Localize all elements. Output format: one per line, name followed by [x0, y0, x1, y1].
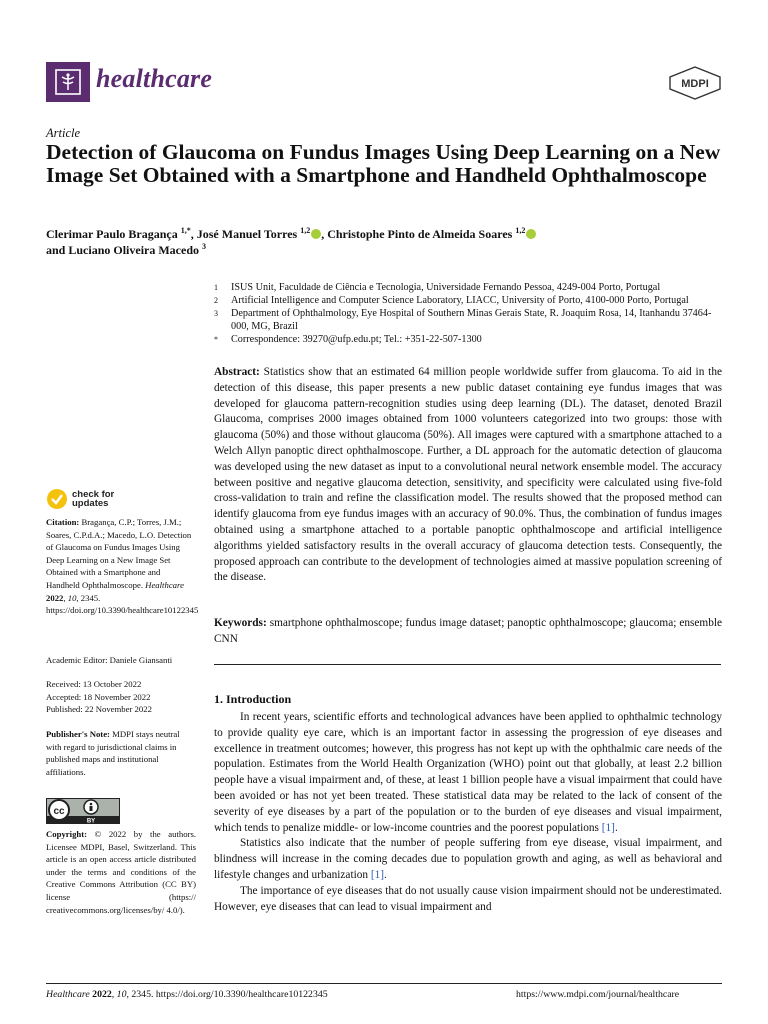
footer-journal-url[interactable]: https://www.mdpi.com/journal/healthcare: [516, 989, 680, 1000]
section-divider: [214, 664, 721, 665]
author-affil: 1,2: [515, 226, 526, 235]
citation-label: Citation:: [46, 517, 80, 527]
academic-editor: Academic Editor: Daniele Giansanti: [46, 655, 173, 665]
footer-year: 2022: [92, 989, 112, 1000]
keywords-text: smartphone ophthalmoscope; fundus image dataset; panoptic ophthalmoscope; glaucoma; ensemble CNN: [214, 617, 723, 645]
article-type: Article: [46, 126, 81, 140]
cc-by-icon: [46, 798, 120, 824]
date-received: Received: 13 October 2022: [46, 679, 142, 689]
author-affil: 3: [202, 242, 207, 251]
affiliations: [214, 281, 726, 346]
check-updates-line2: updates: [72, 498, 109, 509]
citation-link[interactable]: [1]: [601, 821, 615, 834]
mdpi-logo-icon: [668, 66, 722, 100]
paragraph: In recent years, scientific efforts and technological advances have been applied to ophthalmic technology to provide quality eye care, which is an important factor in assessing the progression of eye diseases and excellence in treatment outcomes; however, this progress has not kept up with the ophthalmic care needs of the population. Estimates from the World Health Organization (WHO) point out that globally, at least 2.2 billion people have a visual impairment and, of these, at least 1 billion people have a visual impairment that could have been avoided or has not yet been treated. These statistical data may be related to the lack of consent of the severity of eye diseases by a part of the population or to the burden of eye diseases and visual impairment, which tends to penalize middle- or low-income countries and the poorest populations [1].: [214, 711, 722, 834]
author-name: José Manuel Torres: [196, 227, 298, 241]
citation-block: Citation: Bragança, C.P.; Torres, J.M.; Soares, C.P.d.A.; Macedo, L.O. Detection of Glaucoma on Fundus Images Using Deep Learning on a New Image Set Obtained with a Smartphone and Handheld Ophthalmoscope. Healthcare 2022, 10, 2345. https://doi.org/10.3390/healthcare10122345: [46, 517, 199, 616]
footer-volume: 10: [116, 989, 127, 1000]
footer-doi[interactable]: , 2345. https://doi.org/10.3390/healthcare10122345: [126, 989, 328, 1000]
author-list: Clerimar Paulo Bragança $^{1,*}$, José Manuel Torres $^{1,2}$ , Christophe Pinto de Almeida Soares $^{1,2}$ and Luciano Oliveira Macedo $^3$: [46, 226, 736, 258]
introduction-body: [214, 710, 722, 915]
copyright-label: Copyright:: [46, 829, 88, 839]
citation-doi[interactable]: , 2345. https://doi.org/10.3390/healthcare10122345: [46, 592, 199, 616]
authors-connector: and: [46, 243, 66, 257]
author-name: Luciano Oliveira Macedo: [68, 243, 200, 257]
keywords: [214, 616, 722, 648]
affiliation-item: 1 ISUS Unit, Faculdade de Ciência e Tecnologia, Universidade Fernando Pessoa, 4249-004 Porto, Portugal: [214, 282, 661, 293]
affiliation-item: 3 Department of Ophthalmology, Eye Hospital of Southern Minas Gerais State, R. Joaquim Rosa, 14, Itanhandu 37464-000, MG, Brazil: [214, 308, 712, 332]
paragraph: Statistics also indicate that the number of people suffering from eye disease, visual impairment, and blindness will increase in the coming decades due to population growth and aging, as well as behavioral and lifestyle changes and urbanization [1].: [214, 837, 722, 881]
copyright-text: © 2022 by the authors. Licensee MDPI, Basel, Switzerland. This article is an open access article distributed under the terms and conditions of the Creative Commons Attribution (CC BY) license (https:// creativecommons.org/licenses/by/ 4.0/).: [46, 829, 196, 915]
cc-by-license-badge[interactable]: [46, 798, 120, 824]
orcid-icon[interactable]: [311, 229, 321, 239]
publishers-note-text: MDPI stays neutral with regard to jurisdictional claims in published maps and institutional affiliations.: [46, 729, 180, 777]
citation-text: Bragança, C.P.; Torres, J.M.; Soares, C.P.d.A.; Macedo, L.O. Detection of Glaucoma on Fundus Images Using Deep Learning on a New Image Set Obtained with a Smartphone and Handheld Ophthalmoscope.: [46, 517, 192, 590]
dates-block: [46, 678, 196, 716]
footer-divider: [46, 983, 722, 984]
footer-journal: Healthcare: [46, 989, 90, 1000]
date-published: Published: 22 November 2022: [46, 704, 152, 715]
author-name: Christophe Pinto de Almeida Soares: [327, 227, 513, 241]
publisher-logo: [668, 66, 722, 100]
check-updates-icon: [46, 488, 68, 510]
author-affil: 1,*: [180, 226, 191, 235]
check-for-updates-badge[interactable]: [46, 488, 114, 510]
keywords-label: Keywords:: [214, 617, 267, 629]
svg-text:cc: cc: [53, 806, 65, 817]
publisher-name: MDPI: [681, 78, 709, 90]
publishers-note: [46, 728, 196, 778]
abstract-text: Statistics show that an estimated 64 million people worldwide suffer from glaucoma. To aid in the detection of this disease, this paper presents a new public dataset containing eye fundus images that was developed for glaucoma pattern-recognition studies using deep learning (DL). The dataset, denoted Brazil Glaucoma, comprises 2000 images obtained from 1000 volunteers categorized into two groups: those with glaucoma (50%) and those without glaucoma (50%). All images were captured with a smartphone attached to a Welch Allyn panoptic direct ophthalmoscope. Further, a DL approach for the automatic detection of glaucoma was developed using the new dataset as input to a convolutional neural network ensemble model. The accuracy between positive and negative glaucoma detection, sensitivity, and specificity were calculated using five-fold cross-validation to train and refine the classification model. The results showed that the proposed method can identify glaucoma from eye fundus images with an accuracy of 90.0%. Thus, the combination of fundus images obtained using a smartphone attached to a portable panoptic ophthalmoscope and artificial intelligence algorithms yielded satisfactory results in the overall accuracy of glaucoma detection tests. Consequently, the proposed approach can contribute to the development of technologies aimed at massive population screening of the disease.: [214, 366, 722, 584]
footer-citation: Healthcare 2022, 10, 2345. https://doi.org/10.3390/healthcare10122345: [46, 989, 328, 1000]
copyright-block: [46, 828, 196, 916]
paper-title: Detection of Glaucoma on Fundus Images Using Deep Learning on a New Image Set Obtained with a Smartphone and Handheld Ophthalmoscope: [46, 140, 721, 187]
abstract: [214, 365, 722, 586]
check-updates-line1: check for: [72, 488, 115, 500]
paragraph: The importance of eye diseases that do not usually cause vision impairment should not be underestimated. However, eye diseases that can lead to visual impairment and: [214, 884, 722, 913]
author-name: Clerimar Paulo Bragança: [46, 227, 178, 241]
cc-by-label: BY: [86, 818, 96, 824]
citation-journal: Healthcare: [145, 579, 184, 590]
section-heading: 1. Introduction: [214, 692, 292, 706]
journal-name: healthcare: [96, 64, 213, 93]
author-affil: 1,2: [300, 226, 311, 235]
affiliation-item: 2 Artificial Intelligence and Computer Science Laboratory, LIACC, University of Porto, 4100-000 Porto, Portugal: [214, 295, 689, 306]
citation-volume: 10: [67, 592, 77, 603]
journal-logo: [46, 62, 90, 102]
date-accepted: Accepted: 18 November 2022: [46, 691, 151, 702]
healthcare-logo-icon: [53, 67, 83, 97]
citation-year: 2022: [46, 592, 64, 603]
citation-link[interactable]: [1]: [370, 868, 385, 881]
orcid-icon[interactable]: [526, 229, 536, 239]
correspondence: * Correspondence: 39270@ufp.edu.pt; Tel.: +351-22-507-1300: [214, 334, 482, 345]
abstract-label: Abstract:: [214, 366, 260, 378]
publishers-note-label: Publisher's Note:: [46, 729, 110, 739]
